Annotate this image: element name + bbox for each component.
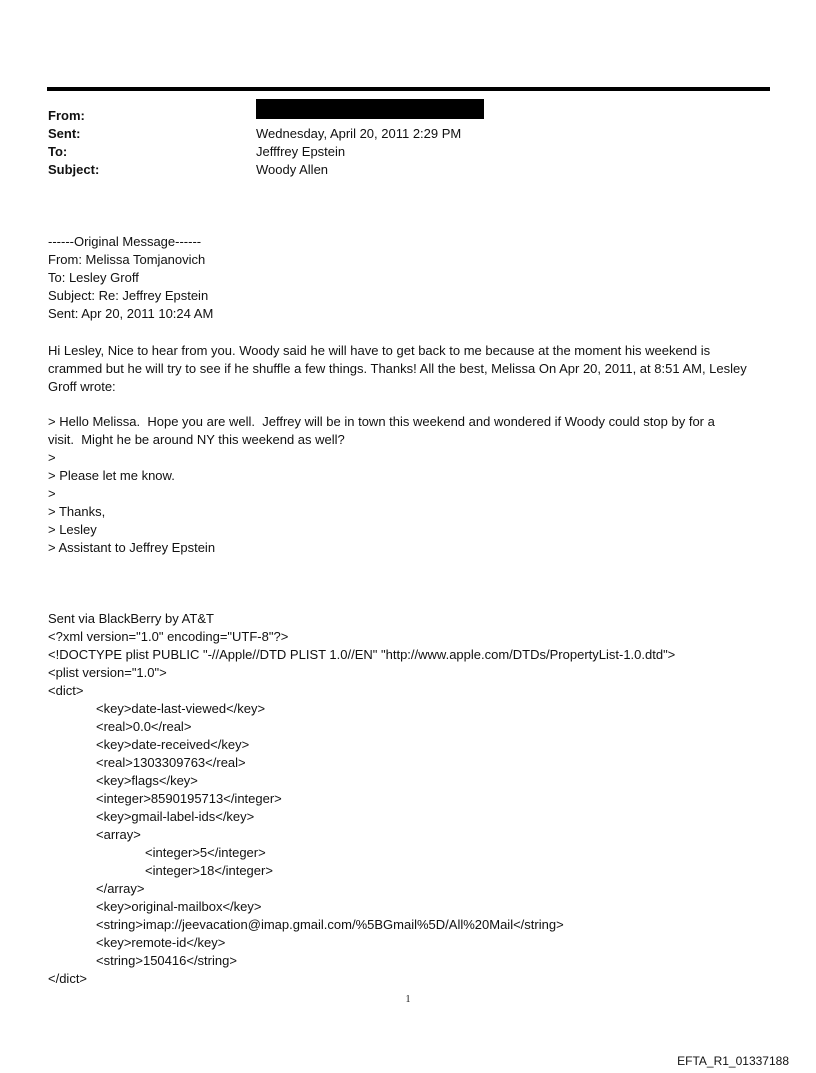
quoted-line: > [48, 486, 56, 501]
signature-line: Sent via BlackBerry by AT&T [48, 611, 214, 626]
quoted-line: > Thanks, [48, 504, 106, 519]
xml-line: <integer>5</integer> [145, 845, 266, 860]
original-to: To: Lesley Groff [48, 270, 139, 285]
quoted-line: > Please let me know. [48, 468, 175, 483]
xml-line: <key>date-received</key> [96, 737, 250, 752]
quoted-line: > Lesley [48, 522, 97, 537]
original-from: From: Melissa Tomjanovich [48, 252, 206, 267]
document-id: EFTA_R1_01337188 [677, 1054, 789, 1068]
header-rule [47, 87, 770, 91]
xml-line: <integer>18</integer> [145, 863, 273, 878]
xml-line: <key>date-last-viewed</key> [96, 701, 266, 716]
quoted-line: > [48, 450, 56, 465]
xml-line: <!DOCTYPE plist PUBLIC "-//Apple//DTD PLIST 1.0//EN" "http://www.apple.com/DTDs/PropertyList-1.0.dtd"> [48, 647, 676, 662]
sent-label: Sent: [48, 126, 81, 141]
to-row [48, 143, 748, 161]
from-row [48, 107, 748, 125]
original-sent: Sent: Apr 20, 2011 10:24 AM [48, 306, 214, 321]
quoted-line: visit. Might he be around NY this weekend as well? [48, 432, 345, 447]
original-separator: ------Original Message------ [48, 234, 202, 249]
xml-line: </array> [96, 881, 145, 896]
original-message-header [48, 233, 758, 323]
xml-line: <?xml version="1.0" encoding="UTF-8"?> [48, 629, 289, 644]
xml-line: <dict> [48, 683, 84, 698]
xml-line: <key>flags</key> [96, 773, 198, 788]
xml-line: <real>0.0</real> [96, 719, 192, 734]
quoted-line: > Assistant to Jeffrey Epstein [48, 540, 216, 555]
xml-line: <integer>8590195713</integer> [96, 791, 282, 806]
quoted-message [48, 413, 758, 557]
xml-line: <real>1303309763</real> [96, 755, 246, 770]
subject-label: Subject: [48, 162, 100, 177]
xml-line: <plist version="1.0"> [48, 665, 167, 680]
to-value: Jefffrey Epstein [256, 144, 346, 159]
xml-line: <key>gmail-label-ids</key> [96, 809, 255, 824]
subject-value: Woody Allen [256, 162, 329, 177]
xml-line: <string>imap://jeevacation@imap.gmail.com/%5BGmail%5D/All%20Mail</string> [96, 917, 564, 932]
signature-and-xml [48, 610, 758, 988]
email-header [48, 107, 748, 179]
subject-row [48, 161, 748, 179]
page-number: 1 [405, 994, 411, 1005]
xml-line: <key>remote-id</key> [96, 935, 226, 950]
redaction-box [256, 99, 484, 119]
quoted-line: > Hello Melissa. Hope you are well. Jeffrey will be in town this weekend and wondered if Woody could stop by for a [48, 414, 715, 429]
sent-row [48, 125, 748, 143]
xml-line: <key>original-mailbox</key> [96, 899, 262, 914]
sent-value: Wednesday, April 20, 2011 2:29 PM [256, 126, 462, 141]
reply-paragraph: Hi Lesley, Nice to hear from you. Woody said he will have to get back to me because at the moment his weekend is crammed but he will try to see if he shuffle a few things. Thanks! All the best, Melissa On Apr 20, 2011, at 8:51 AM, Lesley Groff wrote: [48, 343, 747, 394]
xml-line: <array> [96, 827, 141, 842]
original-subject: Subject: Re: Jeffrey Epstein [48, 288, 209, 303]
from-label: From: [48, 108, 85, 123]
xml-line: <string>150416</string> [96, 953, 237, 968]
xml-line: </dict> [48, 971, 88, 986]
to-label: To: [48, 144, 68, 159]
